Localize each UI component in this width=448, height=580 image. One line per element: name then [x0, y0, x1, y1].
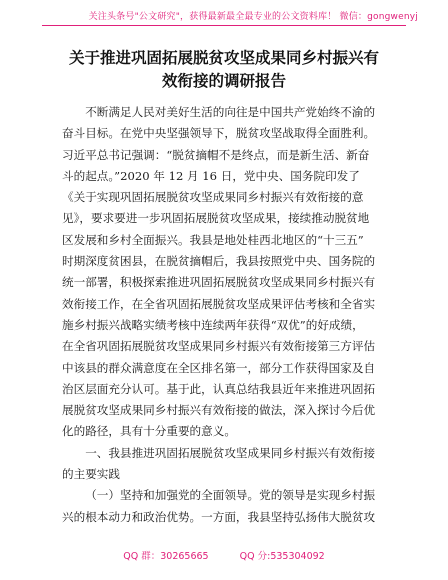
footer-contact [0, 548, 448, 562]
body-line: 效衔接工作，在全省巩固拓展脱贫攻坚成果评估考核和全省实 [62, 296, 376, 311]
header-divider [42, 25, 406, 26]
document-title [40, 47, 408, 93]
title-line: 关于推进巩固拓展脱贫攻坚成果同乡村振兴有 [68, 49, 379, 67]
section-heading: 一、我县推进巩固拓展脱贫攻坚成果同乡村振兴有效衔接 [85, 445, 376, 460]
body-line: 化的路径，具有十分重要的意义。 [62, 424, 236, 439]
body-line: 兴的根本动力和政治优势。一方面，我县坚持弘扬伟大脱贫攻 [62, 509, 376, 524]
document-body [62, 102, 392, 528]
body-line: 时期深度贫困县，在脱贫摘帽后，我县按照党中央、国务院的 [62, 254, 376, 269]
body-line: 治区层面充分认可。基于此，认真总结我县近年来推进巩固拓 [62, 381, 376, 396]
body-line: 统一部署，积极探索推进巩固拓展脱贫攻坚成果同乡村振兴有 [62, 275, 376, 290]
body-line: 不断满足人民对美好生活的向往是中国共产党始终不渝的 [85, 105, 376, 119]
body-line: 奋斗目标。在党中央坚强领导下，脱贫攻坚战取得全面胜利。 [62, 126, 376, 141]
body-line: 《关于实现巩固拓展脱贫攻坚成果同乡村振兴有效衔接的意 [62, 190, 364, 205]
body-line: 在全省巩固拓展脱贫攻坚成果同乡村振兴有效衔接第三方评估 [62, 339, 376, 354]
body-line: 习近平总书记强调：“脱贫摘帽不是终点，而是新生活、新奋 [62, 147, 370, 162]
footer-qq-group: QQ 群：30265665 [123, 551, 209, 562]
title-line: 效衔接的调研报告 [161, 72, 286, 90]
body-line: 施乡村振兴战略实绩考核中连续两年获得“双优”的好成绩， [62, 317, 364, 332]
section-heading: 的主要实践 [62, 467, 120, 482]
header-note: 关注头条号"公文研究"，获得最新最全最专业的公文资料库！ 微信：gongwenyj [88, 12, 418, 22]
body-line: 展脱贫攻坚成果同乡村振兴有效衔接的做法，深入探讨今后优 [62, 403, 376, 418]
body-line: 中该县的群众满意度在全区排名第一，部分工作获得国家及自 [62, 360, 376, 375]
footer-qq-number: QQ 分:535304092 [239, 551, 325, 562]
body-line: 斗的起点。”2020 年 12 月 16 日，党中央、国务院印发了 [62, 168, 360, 183]
body-line: 区发展和乡村全面振兴。我县是地处桂西北地区的“十三五” [62, 232, 364, 247]
body-line: （一）坚持和加强党的全面领导。党的领导是实现乡村振 [85, 488, 376, 503]
body-line: 见》，要求要进一步巩固拓展脱贫攻坚成果，接续推动脱贫地 [62, 211, 370, 226]
